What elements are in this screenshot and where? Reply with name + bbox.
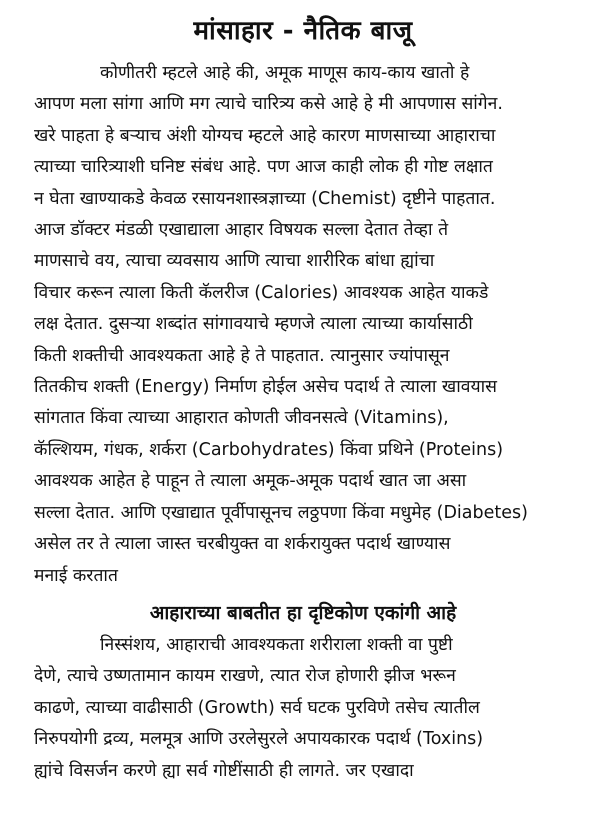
text-line: देणे, त्याचे उष्णतामान कायम राखणे, त्यात रोज होणारी झीज भरून <box>34 666 456 687</box>
section-heading: आहाराच्या बाबतीत हा दृष्टिकोण एकांगी आहे <box>149 601 457 624</box>
text-line: आपण मला सांगा आणि मग त्याचे चारित्र्य कसे आहे हे मी आपणास सांगेन. <box>34 94 503 115</box>
text-line: मनाई करतात <box>34 565 118 586</box>
text-line: लक्ष देतात. दुसऱ्या शब्दांत सांगावयाचे म्हणजे त्याला त्याच्या कार्यासाठी <box>34 314 473 335</box>
text-line: आवश्यक आहेत हे पाहून ते त्याला अमूक-अमूक पदार्थ खात जा असा <box>34 471 467 492</box>
text-line: ह्यांचे विसर्जन करणे ह्या सर्व गोष्टींसाठी ही लागते. जर एखादा <box>34 760 414 781</box>
text-line: आज डॉक्टर मंडळी एखाद्याला आहार विषयक सल्ला देतात तेव्हा ते <box>34 220 449 241</box>
text-line: सांगतात किंवा त्याच्या आहारात कोणती जीवनसत्वे (Vitamins), <box>34 408 449 429</box>
paragraph-2 <box>34 630 572 787</box>
text-line: विचार करून त्याला किती कॅलरीज (Calories) आवश्यक आहेत याकडे <box>34 282 489 303</box>
text-line: सल्ला देतात. आणि एखाद्यात पूर्वीपासूनच लठ्ठपणा किंवा मधुमेह (Diabetes) <box>34 502 528 523</box>
text-line: असेल तर ते त्याला जास्त चरबीयुक्त वा शर्करायुक्त पदार्थ खाण्यास <box>34 534 451 555</box>
paragraph-1 <box>34 58 572 592</box>
text-line: माणसाचे वय, त्याचा व्यवसाय आणि त्याचा शारीरिक बांधा ह्यांचा <box>34 251 435 272</box>
text-line: निस्संशय, आहाराची आवश्यकता शरीराला शक्ती वा पुष्टी <box>100 634 453 655</box>
text-line: त्याच्या चारित्र्याशी घनिष्ट संबंध आहे. पण आज काही लोक ही गोष्ट लक्षात <box>34 157 493 178</box>
text-line: तितकीच शक्ती (Energy) निर्माण होईल असेच पदार्थ ते त्याला खावयास <box>34 377 497 398</box>
text-line: न घेता खाण्याकडे केवळ रसायनशास्त्रज्ञाच्या (Chemist) दृष्टीने पाहतात. <box>34 188 496 209</box>
text-line: कोणीतरी म्हटले आहे की, अमूक माणूस काय-काय खातो हे <box>100 63 470 83</box>
text-line: निरुपयोगी द्रव्य, मलमूत्र आणि उरलेसुरले अपायकारक पदार्थ (Toxins) <box>34 729 484 750</box>
text-line: खरे पाहता हे बऱ्याच अंशी योग्यच म्हटले आहे कारण माणसाच्या आहाराचा <box>34 125 496 146</box>
text-line: किती शक्तीची आवश्यकता आहे हे ते पाहतात. त्यानुसार ज्यांपासून <box>34 345 450 366</box>
page-title: मांसाहार - नैतिक बाजू <box>193 16 413 46</box>
text-line: कॅल्शियम, गंधक, शर्करा (Carbohydrates) किंवा प्रथिने (Proteins) <box>34 439 504 460</box>
text-line: काढणे, त्याच्या वाढीसाठी (Growth) सर्व घटक पुरविणे तसेच त्यातील <box>34 697 480 718</box>
